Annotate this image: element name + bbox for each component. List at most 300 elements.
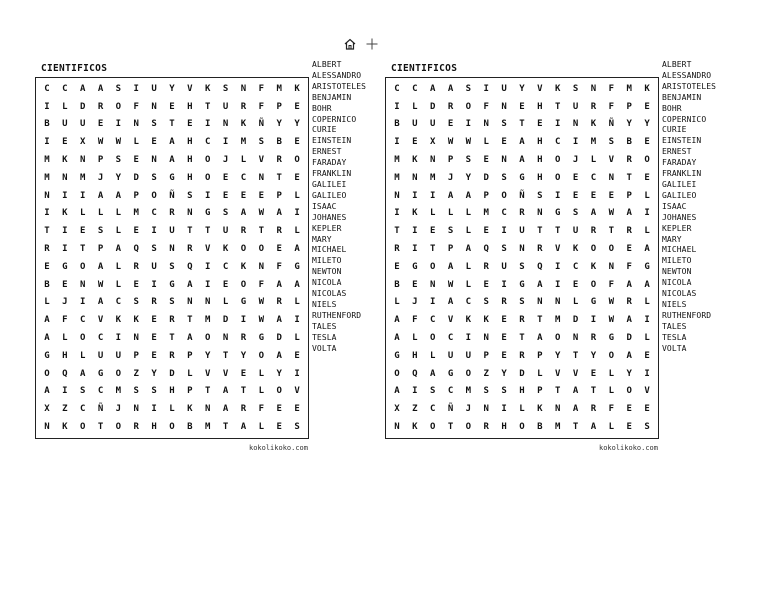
- grid-letter[interactable]: O: [79, 261, 86, 272]
- grid-letter[interactable]: K: [205, 83, 211, 94]
- grid-letter[interactable]: V: [187, 83, 193, 94]
- grid-letter[interactable]: I: [79, 190, 86, 201]
- grid-letter[interactable]: U: [222, 226, 229, 237]
- grid-letter[interactable]: L: [97, 208, 104, 219]
- grid-letter[interactable]: L: [169, 404, 175, 415]
- grid-letter[interactable]: D: [169, 368, 175, 379]
- grid-letter[interactable]: D: [572, 315, 579, 326]
- grid-letter[interactable]: T: [429, 244, 436, 255]
- grid-letter[interactable]: L: [258, 368, 265, 379]
- grid-letter[interactable]: I: [205, 190, 211, 201]
- grid-letter[interactable]: O: [555, 172, 561, 183]
- grid-letter[interactable]: M: [79, 172, 86, 183]
- grid-letter[interactable]: E: [412, 279, 418, 290]
- grid-letter[interactable]: P: [537, 386, 543, 397]
- grid-letter[interactable]: E: [626, 422, 632, 433]
- grid-letter[interactable]: Q: [483, 244, 489, 255]
- grid-letter[interactable]: E: [294, 101, 300, 112]
- grid-letter[interactable]: W: [258, 315, 265, 326]
- grid-letter[interactable]: V: [258, 155, 265, 166]
- grid-letter[interactable]: A: [626, 315, 632, 326]
- grid-letter[interactable]: Q: [412, 368, 418, 379]
- grid-letter[interactable]: T: [97, 422, 104, 433]
- grid-letter[interactable]: K: [294, 83, 300, 94]
- grid-letter[interactable]: A: [465, 244, 472, 255]
- grid-letter[interactable]: O: [644, 155, 650, 166]
- grid-letter[interactable]: E: [572, 279, 579, 290]
- grid-letter[interactable]: L: [44, 297, 50, 308]
- grid-letter[interactable]: T: [258, 226, 265, 237]
- grid-letter[interactable]: C: [429, 404, 436, 415]
- grid-letter[interactable]: E: [276, 422, 282, 433]
- grid-letter[interactable]: E: [447, 119, 454, 130]
- grid-letter[interactable]: T: [572, 350, 579, 361]
- grid-letter[interactable]: T: [169, 119, 175, 130]
- grid-letter[interactable]: R: [240, 101, 247, 112]
- grid-letter[interactable]: N: [133, 404, 139, 415]
- grid-letter[interactable]: I: [465, 119, 472, 130]
- grid-letter[interactable]: A: [590, 422, 597, 433]
- grid-letter[interactable]: Z: [62, 404, 68, 415]
- grid-letter[interactable]: G: [169, 172, 175, 183]
- grid-letter[interactable]: T: [555, 386, 561, 397]
- grid-letter[interactable]: N: [608, 172, 615, 183]
- grid-letter[interactable]: O: [115, 368, 122, 379]
- grid-letter[interactable]: Q: [187, 261, 193, 272]
- grid-letter[interactable]: T: [537, 315, 543, 326]
- grid-letter[interactable]: P: [276, 101, 282, 112]
- grid-letter[interactable]: E: [608, 190, 615, 201]
- grid-letter[interactable]: F: [483, 101, 489, 112]
- grid-letter[interactable]: E: [294, 404, 300, 415]
- grid-letter[interactable]: E: [483, 279, 489, 290]
- grid-letter[interactable]: J: [222, 155, 229, 166]
- grid-letter[interactable]: O: [169, 422, 175, 433]
- grid-letter[interactable]: M: [44, 155, 50, 166]
- grid-letter[interactable]: N: [44, 422, 50, 433]
- grid-letter[interactable]: N: [62, 172, 68, 183]
- grid-letter[interactable]: W: [97, 137, 104, 148]
- grid-letter[interactable]: O: [258, 350, 265, 361]
- grid-letter[interactable]: T: [537, 226, 543, 237]
- grid-letter[interactable]: U: [572, 101, 579, 112]
- grid-letter[interactable]: A: [429, 83, 436, 94]
- grid-letter[interactable]: V: [97, 315, 104, 326]
- grid-letter[interactable]: V: [447, 315, 454, 326]
- grid-letter[interactable]: O: [151, 190, 157, 201]
- grid-letter[interactable]: H: [187, 137, 193, 148]
- grid-letter[interactable]: E: [501, 350, 507, 361]
- grid-letter[interactable]: P: [276, 190, 282, 201]
- grid-letter[interactable]: F: [608, 404, 615, 415]
- grid-letter[interactable]: F: [258, 83, 265, 94]
- grid-letter[interactable]: Q: [133, 244, 139, 255]
- grid-letter[interactable]: U: [222, 101, 229, 112]
- grid-letter[interactable]: E: [537, 119, 543, 130]
- grid-letter[interactable]: L: [294, 333, 300, 344]
- grid-letter[interactable]: J: [412, 297, 418, 308]
- grid-letter[interactable]: P: [447, 244, 454, 255]
- grid-letter[interactable]: S: [151, 244, 157, 255]
- grid-letter[interactable]: L: [644, 297, 650, 308]
- grid-letter[interactable]: I: [555, 279, 561, 290]
- grid-letter[interactable]: O: [626, 386, 632, 397]
- grid-letter[interactable]: I: [62, 190, 68, 201]
- grid-letter[interactable]: T: [169, 333, 175, 344]
- grid-letter[interactable]: Y: [555, 350, 561, 361]
- grid-letter[interactable]: N: [187, 208, 193, 219]
- grid-letter[interactable]: M: [483, 208, 489, 219]
- grid-letter[interactable]: H: [537, 101, 543, 112]
- grid-letter[interactable]: L: [465, 208, 472, 219]
- grid-letter[interactable]: C: [222, 261, 229, 272]
- grid-letter[interactable]: E: [644, 404, 650, 415]
- grid-letter[interactable]: P: [626, 101, 632, 112]
- grid-letter[interactable]: G: [412, 261, 418, 272]
- grid-letter[interactable]: A: [97, 297, 104, 308]
- grid-letter[interactable]: N: [537, 297, 543, 308]
- grid-letter[interactable]: N: [412, 172, 418, 183]
- grid-letter[interactable]: F: [258, 101, 265, 112]
- grid-letter[interactable]: I: [205, 261, 211, 272]
- grid-letter[interactable]: W: [608, 208, 615, 219]
- grid-letter[interactable]: Ñ: [258, 119, 265, 130]
- grid-letter[interactable]: A: [537, 279, 543, 290]
- grid-letter[interactable]: I: [412, 244, 418, 255]
- grid-letter[interactable]: U: [501, 261, 507, 272]
- grid-letter[interactable]: L: [465, 226, 472, 237]
- grid-letter[interactable]: C: [590, 172, 597, 183]
- grid-letter[interactable]: A: [394, 386, 400, 397]
- grid-letter[interactable]: Q: [62, 368, 68, 379]
- grid-letter[interactable]: I: [115, 119, 122, 130]
- grid-letter[interactable]: X: [394, 404, 400, 415]
- grid-letter[interactable]: I: [429, 190, 436, 201]
- grid-letter[interactable]: I: [151, 404, 157, 415]
- grid-letter[interactable]: A: [519, 137, 525, 148]
- grid-letter[interactable]: I: [205, 119, 211, 130]
- grid-letter[interactable]: D: [133, 172, 139, 183]
- grid-letter[interactable]: S: [483, 386, 489, 397]
- grid-letter[interactable]: N: [133, 119, 139, 130]
- grid-letter[interactable]: E: [429, 226, 436, 237]
- grid-letter[interactable]: C: [151, 208, 157, 219]
- grid-letter[interactable]: J: [97, 172, 104, 183]
- grid-letter[interactable]: C: [62, 83, 68, 94]
- grid-letter[interactable]: K: [115, 315, 122, 326]
- grid-letter[interactable]: I: [44, 137, 50, 148]
- grid-letter[interactable]: I: [555, 261, 561, 272]
- grid-letter[interactable]: S: [169, 297, 175, 308]
- grid-letter[interactable]: R: [169, 350, 175, 361]
- grid-letter[interactable]: O: [240, 244, 247, 255]
- grid-letter[interactable]: E: [483, 155, 489, 166]
- grid-letter[interactable]: O: [465, 368, 472, 379]
- grid-letter[interactable]: J: [572, 155, 579, 166]
- grid-letter[interactable]: A: [644, 244, 650, 255]
- grid-letter[interactable]: B: [187, 422, 193, 433]
- grid-letter[interactable]: A: [115, 244, 122, 255]
- grid-letter[interactable]: S: [222, 83, 229, 94]
- grid-letter[interactable]: X: [44, 404, 50, 415]
- grid-letter[interactable]: G: [294, 261, 300, 272]
- grid-letter[interactable]: O: [590, 279, 597, 290]
- grid-letter[interactable]: N: [555, 297, 561, 308]
- grid-letter[interactable]: M: [429, 172, 436, 183]
- grid-letter[interactable]: O: [590, 244, 597, 255]
- grid-letter[interactable]: E: [412, 137, 418, 148]
- grid-letter[interactable]: L: [608, 368, 615, 379]
- grid-letter[interactable]: N: [590, 83, 597, 94]
- grid-letter[interactable]: A: [187, 279, 193, 290]
- grid-letter[interactable]: V: [294, 386, 300, 397]
- grid-letter[interactable]: I: [394, 101, 400, 112]
- grid-letter[interactable]: Z: [412, 404, 418, 415]
- grid-letter[interactable]: S: [115, 83, 122, 94]
- grid-letter[interactable]: L: [62, 101, 68, 112]
- grid-letter[interactable]: R: [187, 244, 193, 255]
- grid-letter[interactable]: Y: [626, 368, 632, 379]
- grid-letter[interactable]: L: [258, 422, 265, 433]
- grid-letter[interactable]: M: [555, 422, 561, 433]
- grid-letter[interactable]: E: [258, 190, 265, 201]
- grid-letter[interactable]: O: [465, 101, 472, 112]
- grid-letter[interactable]: L: [294, 297, 300, 308]
- grid-letter[interactable]: A: [115, 190, 122, 201]
- grid-letter[interactable]: G: [555, 208, 561, 219]
- grid-letter[interactable]: N: [44, 190, 50, 201]
- grid-letter[interactable]: M: [590, 137, 597, 148]
- grid-letter[interactable]: S: [222, 208, 229, 219]
- grid-letter[interactable]: C: [429, 315, 436, 326]
- grid-letter[interactable]: V: [608, 155, 615, 166]
- grid-letter[interactable]: A: [294, 279, 300, 290]
- grid-letter[interactable]: I: [429, 297, 436, 308]
- grid-letter[interactable]: X: [79, 137, 86, 148]
- grid-letter[interactable]: L: [79, 208, 86, 219]
- grid-letter[interactable]: T: [519, 119, 525, 130]
- grid-letter[interactable]: D: [429, 101, 436, 112]
- grid-letter[interactable]: Y: [644, 119, 650, 130]
- grid-letter[interactable]: E: [644, 101, 650, 112]
- grid-letter[interactable]: S: [151, 119, 157, 130]
- grid-letter[interactable]: T: [394, 226, 400, 237]
- grid-letter[interactable]: A: [79, 368, 86, 379]
- grid-letter[interactable]: J: [115, 404, 122, 415]
- grid-letter[interactable]: A: [572, 386, 579, 397]
- grid-letter[interactable]: O: [429, 333, 436, 344]
- grid-letter[interactable]: K: [240, 119, 247, 130]
- grid-letter[interactable]: F: [626, 261, 632, 272]
- grid-letter[interactable]: A: [44, 315, 50, 326]
- grid-letter[interactable]: L: [483, 137, 489, 148]
- grid-letter[interactable]: H: [151, 422, 157, 433]
- grid-letter[interactable]: G: [519, 172, 525, 183]
- grid-letter[interactable]: L: [258, 386, 265, 397]
- grid-letter[interactable]: M: [44, 172, 50, 183]
- grid-letter[interactable]: L: [412, 101, 418, 112]
- grid-letter[interactable]: E: [97, 119, 104, 130]
- grid-letter[interactable]: T: [205, 101, 211, 112]
- grid-letter[interactable]: M: [276, 83, 282, 94]
- grid-letter[interactable]: E: [644, 172, 650, 183]
- grid-letter[interactable]: A: [169, 155, 175, 166]
- grid-letter[interactable]: K: [187, 404, 193, 415]
- grid-letter[interactable]: Ñ: [169, 190, 175, 201]
- grid-letter[interactable]: F: [258, 279, 265, 290]
- grid-letter[interactable]: R: [151, 297, 157, 308]
- grid-letter[interactable]: Y: [115, 172, 122, 183]
- grid-letter[interactable]: J: [465, 404, 472, 415]
- grid-letter[interactable]: R: [519, 315, 525, 326]
- grid-letter[interactable]: R: [537, 244, 543, 255]
- grid-letter[interactable]: G: [590, 297, 597, 308]
- grid-letter[interactable]: U: [447, 350, 454, 361]
- grid-letter[interactable]: O: [465, 422, 472, 433]
- grid-letter[interactable]: S: [115, 155, 122, 166]
- grid-letter[interactable]: J: [62, 297, 68, 308]
- grid-letter[interactable]: P: [187, 386, 193, 397]
- grid-letter[interactable]: I: [412, 190, 418, 201]
- grid-letter[interactable]: H: [187, 155, 193, 166]
- grid-letter[interactable]: O: [79, 422, 86, 433]
- grid-letter[interactable]: S: [501, 244, 507, 255]
- grid-letter[interactable]: E: [519, 101, 525, 112]
- grid-letter[interactable]: H: [537, 172, 543, 183]
- grid-letter[interactable]: A: [429, 368, 436, 379]
- grid-letter[interactable]: K: [572, 244, 579, 255]
- grid-letter[interactable]: A: [276, 350, 282, 361]
- grid-letter[interactable]: Y: [240, 350, 247, 361]
- grid-letter[interactable]: N: [240, 83, 247, 94]
- grid-letter[interactable]: R: [240, 333, 247, 344]
- grid-letter[interactable]: T: [187, 226, 193, 237]
- grid-letter[interactable]: K: [412, 422, 418, 433]
- grid-letter[interactable]: B: [44, 119, 50, 130]
- grid-letter[interactable]: E: [590, 190, 597, 201]
- grid-letter[interactable]: I: [501, 279, 507, 290]
- grid-letter[interactable]: A: [44, 333, 50, 344]
- grid-letter[interactable]: A: [465, 190, 472, 201]
- grid-letter[interactable]: Y: [169, 83, 175, 94]
- grid-letter[interactable]: O: [501, 190, 507, 201]
- grid-letter[interactable]: G: [44, 350, 50, 361]
- grid-letter[interactable]: I: [240, 315, 247, 326]
- grid-letter[interactable]: A: [276, 208, 282, 219]
- grid-letter[interactable]: G: [258, 333, 265, 344]
- grid-letter[interactable]: Ñ: [519, 190, 525, 201]
- grid-letter[interactable]: O: [205, 155, 211, 166]
- grid-letter[interactable]: T: [205, 226, 211, 237]
- grid-letter[interactable]: U: [115, 350, 122, 361]
- grid-letter[interactable]: B: [626, 137, 632, 148]
- grid-letter[interactable]: R: [590, 333, 597, 344]
- grid-letter[interactable]: I: [555, 190, 561, 201]
- grid-letter[interactable]: B: [44, 279, 50, 290]
- grid-letter[interactable]: W: [258, 297, 265, 308]
- grid-letter[interactable]: H: [537, 155, 543, 166]
- grid-letter[interactable]: F: [62, 315, 68, 326]
- grid-letter[interactable]: I: [62, 244, 68, 255]
- grid-letter[interactable]: E: [276, 404, 282, 415]
- grid-letter[interactable]: A: [394, 315, 400, 326]
- grid-letter[interactable]: E: [133, 279, 139, 290]
- grid-letter[interactable]: I: [79, 297, 86, 308]
- grid-letter[interactable]: I: [412, 226, 418, 237]
- grid-letter[interactable]: L: [644, 333, 650, 344]
- grid-letter[interactable]: E: [151, 315, 157, 326]
- grid-letter[interactable]: A: [572, 404, 579, 415]
- grid-letter[interactable]: E: [276, 244, 282, 255]
- grid-letter[interactable]: E: [483, 226, 489, 237]
- grid-letter[interactable]: Y: [205, 350, 211, 361]
- grid-letter[interactable]: A: [394, 333, 400, 344]
- grid-letter[interactable]: I: [465, 333, 472, 344]
- grid-letter[interactable]: O: [115, 101, 122, 112]
- grid-letter[interactable]: T: [79, 244, 86, 255]
- grid-letter[interactable]: R: [133, 261, 139, 272]
- grid-letter[interactable]: C: [447, 386, 454, 397]
- grid-letter[interactable]: U: [169, 226, 175, 237]
- grid-letter[interactable]: P: [537, 350, 543, 361]
- grid-letter[interactable]: I: [62, 226, 68, 237]
- grid-letter[interactable]: Y: [626, 119, 632, 130]
- grid-letter[interactable]: E: [644, 137, 650, 148]
- grid-letter[interactable]: U: [572, 226, 579, 237]
- grid-letter[interactable]: K: [465, 315, 472, 326]
- grid-letter[interactable]: C: [79, 315, 86, 326]
- grid-letter[interactable]: T: [222, 422, 229, 433]
- grid-letter[interactable]: E: [501, 333, 507, 344]
- grid-letter[interactable]: C: [501, 208, 507, 219]
- grid-letter[interactable]: S: [133, 297, 139, 308]
- grid-letter[interactable]: E: [626, 244, 632, 255]
- grid-letter[interactable]: I: [394, 208, 400, 219]
- grid-letter[interactable]: R: [44, 244, 50, 255]
- grid-letter[interactable]: U: [79, 119, 86, 130]
- grid-letter[interactable]: I: [151, 279, 157, 290]
- grid-letter[interactable]: R: [590, 226, 597, 237]
- grid-letter[interactable]: S: [447, 226, 454, 237]
- grid-letter[interactable]: H: [169, 386, 175, 397]
- grid-letter[interactable]: H: [187, 101, 193, 112]
- grid-letter[interactable]: P: [133, 190, 139, 201]
- grid-letter[interactable]: T: [519, 333, 525, 344]
- grid-letter[interactable]: W: [465, 137, 472, 148]
- grid-letter[interactable]: K: [412, 155, 418, 166]
- grid-letter[interactable]: S: [501, 119, 507, 130]
- grid-letter[interactable]: N: [501, 155, 507, 166]
- grid-letter[interactable]: N: [429, 279, 436, 290]
- grid-letter[interactable]: R: [626, 226, 632, 237]
- grid-letter[interactable]: F: [276, 261, 282, 272]
- grid-letter[interactable]: J: [447, 172, 454, 183]
- grid-letter[interactable]: Ñ: [447, 404, 454, 415]
- grid-letter[interactable]: U: [412, 119, 418, 130]
- grid-letter[interactable]: S: [294, 422, 300, 433]
- grid-letter[interactable]: S: [429, 386, 436, 397]
- grid-letter[interactable]: E: [44, 261, 50, 272]
- grid-letter[interactable]: P: [447, 155, 454, 166]
- grid-letter[interactable]: R: [97, 101, 104, 112]
- grid-letter[interactable]: C: [79, 404, 86, 415]
- grid-letter[interactable]: O: [258, 244, 265, 255]
- grid-letter[interactable]: T: [44, 226, 50, 237]
- grid-letter[interactable]: S: [465, 83, 472, 94]
- grid-letter[interactable]: W: [115, 137, 122, 148]
- grid-letter[interactable]: R: [519, 208, 525, 219]
- grid-letter[interactable]: S: [483, 297, 489, 308]
